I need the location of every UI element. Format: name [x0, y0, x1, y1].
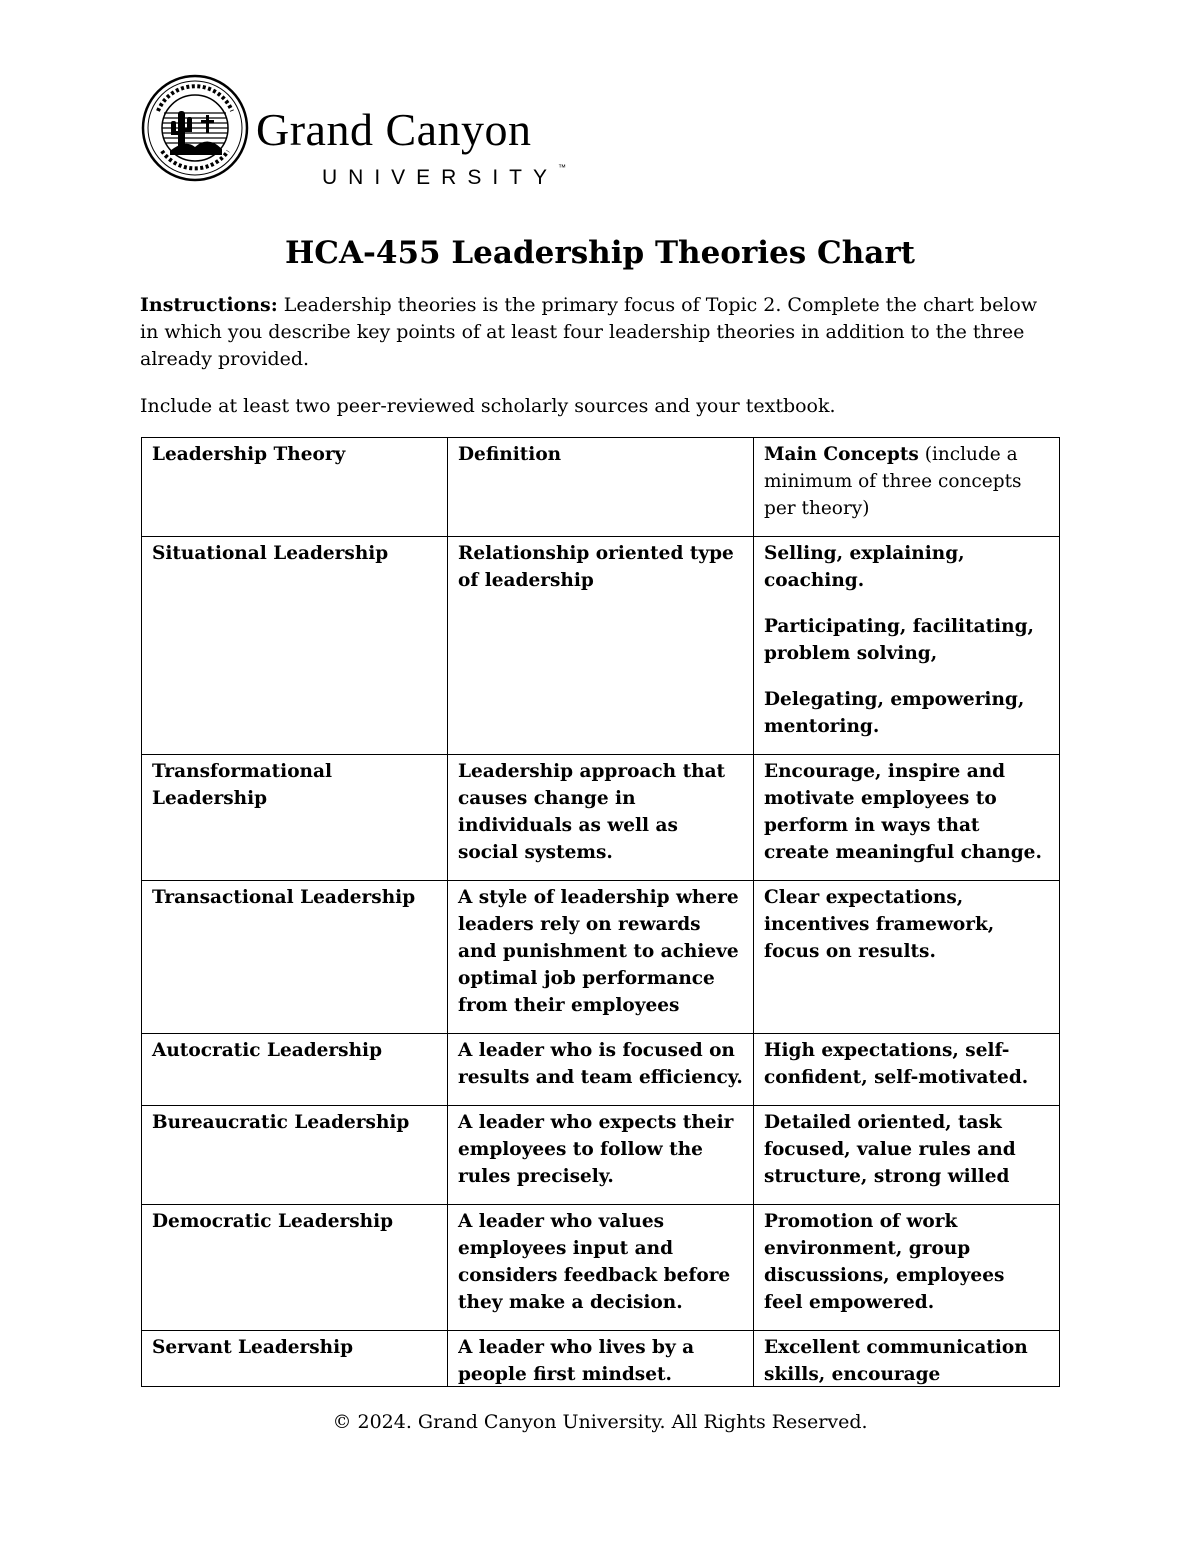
concepts-cell: Excellent communication skills, encourage: [754, 1331, 1060, 1387]
theory-cell: Autocratic Leadership: [142, 1034, 448, 1106]
concept-item: Participating, facilitating, problem solving,: [764, 616, 1035, 664]
concepts-cell: Promotion of work environment, group discussions, employees feel empowered.: [754, 1205, 1060, 1331]
theory-cell: Transactional Leadership: [142, 881, 448, 1034]
logo-subline: UNIVERSITY™: [322, 163, 567, 189]
table-row: [142, 755, 1060, 881]
table-row: [142, 1331, 1060, 1387]
sources-requirement: Include at least two peer-reviewed scholarly sources and your textbook.: [140, 395, 836, 417]
concepts-cell: High expectations, self-confident, self-motivated.: [754, 1034, 1060, 1106]
header-definition: Definition: [448, 438, 754, 537]
concepts-cell: Clear expectations, incentives framework, focus on results.: [754, 881, 1060, 1034]
definition-cell: A style of leadership where leaders rely on rewards and punishment to achieve optimal job performance from their employees: [448, 881, 754, 1034]
concepts-cell: Encourage, inspire and motivate employees to perform in ways that create meaningful change.: [754, 755, 1060, 881]
instructions-label: Instructions:: [140, 294, 278, 316]
table-row: [142, 881, 1060, 1034]
header-leadership-theory: Leadership Theory: [142, 438, 448, 537]
table-row: [142, 1034, 1060, 1106]
definition-cell: A leader who lives by a people first mindset.: [448, 1331, 754, 1387]
definition-cell: Leadership approach that causes change in individuals as well as social systems.: [448, 755, 754, 881]
theory-cell: Bureaucratic Leadership: [142, 1106, 448, 1205]
leadership-theories-table: [141, 437, 1060, 1387]
table-row: [142, 1205, 1060, 1331]
concepts-cell: Detailed oriented, task focused, value rules and structure, strong willed: [754, 1106, 1060, 1205]
table-row: [142, 1106, 1060, 1205]
table-header-row: [142, 438, 1060, 537]
concept-item: Delegating, empowering, mentoring.: [764, 689, 1025, 737]
theory-cell: Democratic Leadership: [142, 1205, 448, 1331]
instructions-paragraph: [140, 292, 1060, 373]
university-logo: [140, 73, 620, 189]
page-title: HCA-455 Leadership Theories Chart: [285, 235, 915, 271]
definition-cell: A leader who values employees input and considers feedback before they make a decision.: [448, 1205, 754, 1331]
definition-cell: A leader who expects their employees to follow the rules precisely.: [448, 1106, 754, 1205]
table-row: [142, 537, 1060, 755]
logo-wordmark: Grand Canyon: [256, 104, 532, 155]
instructions-text: Leadership theories is the primary focus of Topic 2. Complete the chart below in which you describe key points of at least four leadership theories in addition to the three already provided.: [140, 294, 1038, 370]
concept-item: Selling, explaining, coaching.: [764, 543, 965, 591]
definition-cell: Relationship oriented type of leadership: [448, 537, 754, 755]
theory-cell: Situational Leadership: [142, 537, 448, 755]
theory-cell: Servant Leadership: [142, 1331, 448, 1387]
theory-cell: Transformational Leadership: [142, 755, 448, 881]
header-main-concepts: Main Concepts (include a minimum of three concepts per theory): [754, 438, 1060, 537]
university-seal-icon: [140, 73, 250, 183]
copyright-footer: © 2024. Grand Canyon University. All Rights Reserved.: [332, 1411, 868, 1433]
definition-cell: A leader who is focused on results and team efficiency.: [448, 1034, 754, 1106]
concepts-cell: [754, 537, 1060, 755]
